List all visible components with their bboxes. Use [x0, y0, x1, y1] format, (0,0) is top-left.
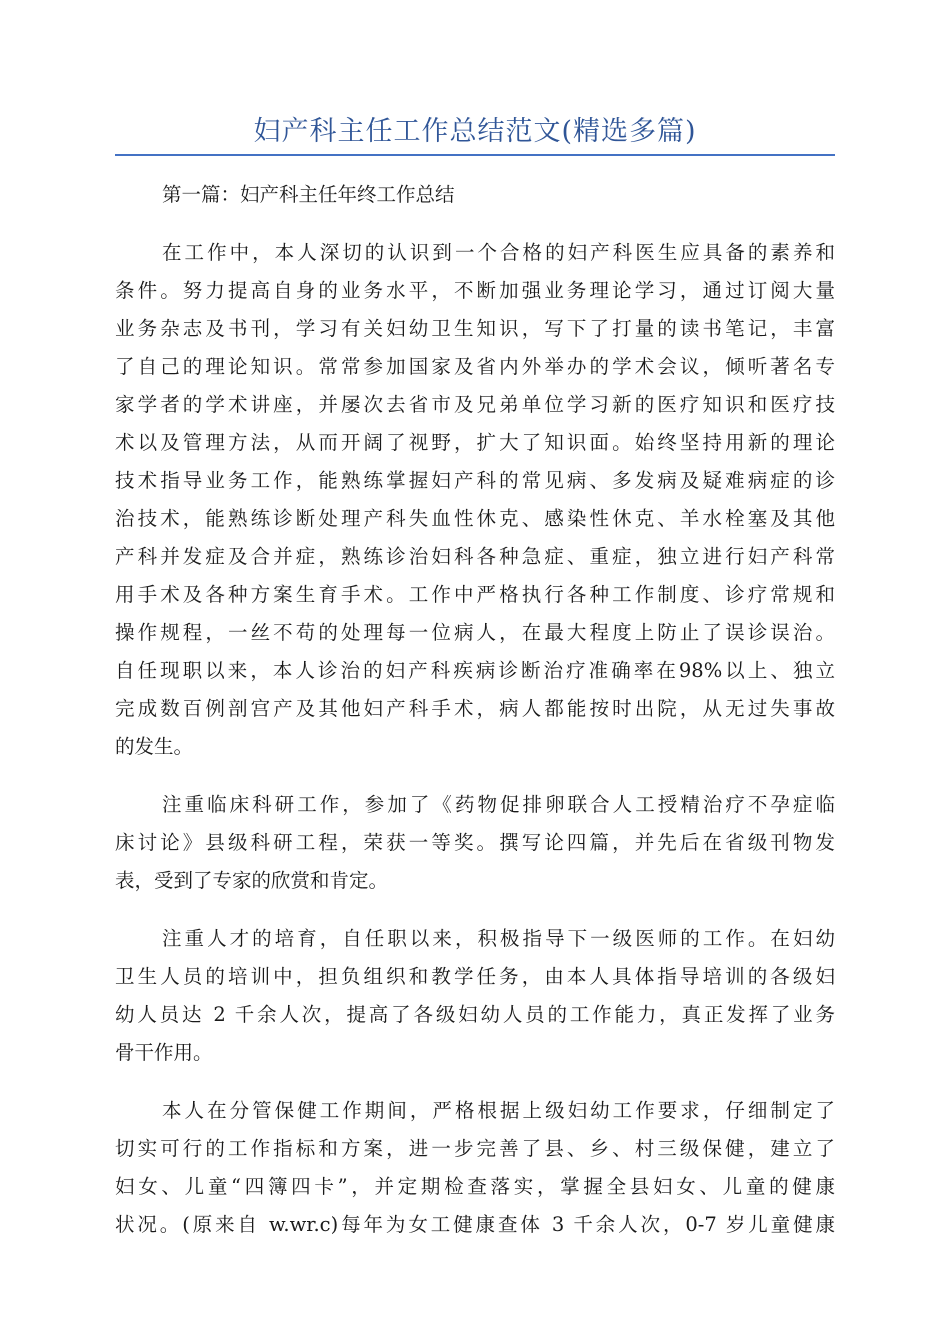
section-heading: 第一篇：妇产科主任年终工作总结 [162, 183, 455, 206]
paragraph-line: 注重人才的培育，自任职以来，积极指导下一级医师的工作。在妇幼 [162, 927, 835, 950]
paragraph-line: 用手术及各种方案生育手术。工作中严格执行各种工作制度、诊疗常规和 [115, 583, 835, 606]
paragraph [115, 1092, 835, 1244]
paragraph-line: 完成数百例剖宫产及其他妇产科手术，病人都能按时出院，从无过失事故 [115, 697, 835, 720]
paragraph-line: 注重临床科研工作，参加了《药物促排卵联合人工授精治疗不孕症临 [162, 793, 835, 816]
paragraph-line: 本人在分管保健工作期间，严格根据上级妇幼工作要求，仔细制定了 [162, 1099, 835, 1122]
paragraph-line: 卫生人员的培训中，担负组织和教学任务，由本人具体指导培训的各级妇 [115, 965, 835, 988]
paragraph-line: 技术指导业务工作，能熟练掌握妇产科的常见病、多发病及疑难病症的诊 [115, 469, 835, 492]
paragraph-line: 在工作中，本人深切的认识到一个合格的妇产科医生应具备的素养和 [162, 241, 835, 264]
paragraph-line: 术以及管理方法，从而开阔了视野，扩大了知识面。始终坚持用新的理论 [115, 431, 835, 454]
paragraph-line: 业务杂志及书刊，学习有关妇幼卫生知识，写下了打量的读书笔记，丰富 [115, 317, 835, 340]
paragraph-line: 产科并发症及合并症，熟练诊治妇科各种急症、重症，独立进行妇产科常 [115, 545, 835, 568]
paragraph-line: 治技术，能熟练诊断处理产科失血性休克、感染性休克、羊水栓塞及其他 [115, 507, 835, 530]
paragraph [115, 234, 835, 766]
paragraph-line: 自任现职以来，本人诊治的妇产科疾病诊断治疗准确率在98%以上、独立 [115, 659, 835, 682]
paragraph [115, 920, 835, 1072]
document-body [115, 176, 835, 1264]
paragraph-line: 状况。(原来自 w.wr.c)每年为女工健康查体 3 千余人次，0-7 岁儿童健康 [115, 1213, 835, 1236]
paragraph-line: 切实可行的工作指标和方案，进一步完善了县、乡、村三级保健，建立了 [115, 1137, 835, 1160]
paragraph-line: 表，受到了专家的欣赏和肯定。 [115, 869, 389, 892]
paragraph-line: 妇女、儿童“四簿四卡”，并定期检查落实，掌握全县妇女、儿童的健康 [115, 1175, 835, 1198]
title-underline [115, 154, 835, 156]
paragraph-line: 家学者的学术讲座，并屡次去省市及兄弟单位学习新的医疗知识和医疗技 [115, 393, 835, 416]
paragraph-line: 幼人员达 2 千余人次，提高了各级妇幼人员的工作能力，真正发挥了业务 [115, 1003, 835, 1026]
paragraph [115, 786, 835, 900]
paragraph-line: 了自己的理论知识。常常参加国家及省内外举办的学术会议，倾听著名专 [115, 355, 835, 378]
paragraph-line: 操作规程，一丝不苟的处理每一位病人，在最大程度上防止了误诊误治。 [115, 621, 835, 644]
paragraph-line: 骨干作用。 [115, 1041, 213, 1064]
paragraph-line: 的发生。 [115, 735, 194, 758]
paragraph-line: 床讨论》县级科研工程，荣获一等奖。撰写论四篇，并先后在省级刊物发 [115, 831, 835, 854]
paragraph-line: 条件。努力提高自身的业务水平，不断加强业务理论学习，通过订阅大量 [115, 279, 835, 302]
document-title: 妇产科主任工作总结范文(精选多篇) [253, 116, 697, 147]
